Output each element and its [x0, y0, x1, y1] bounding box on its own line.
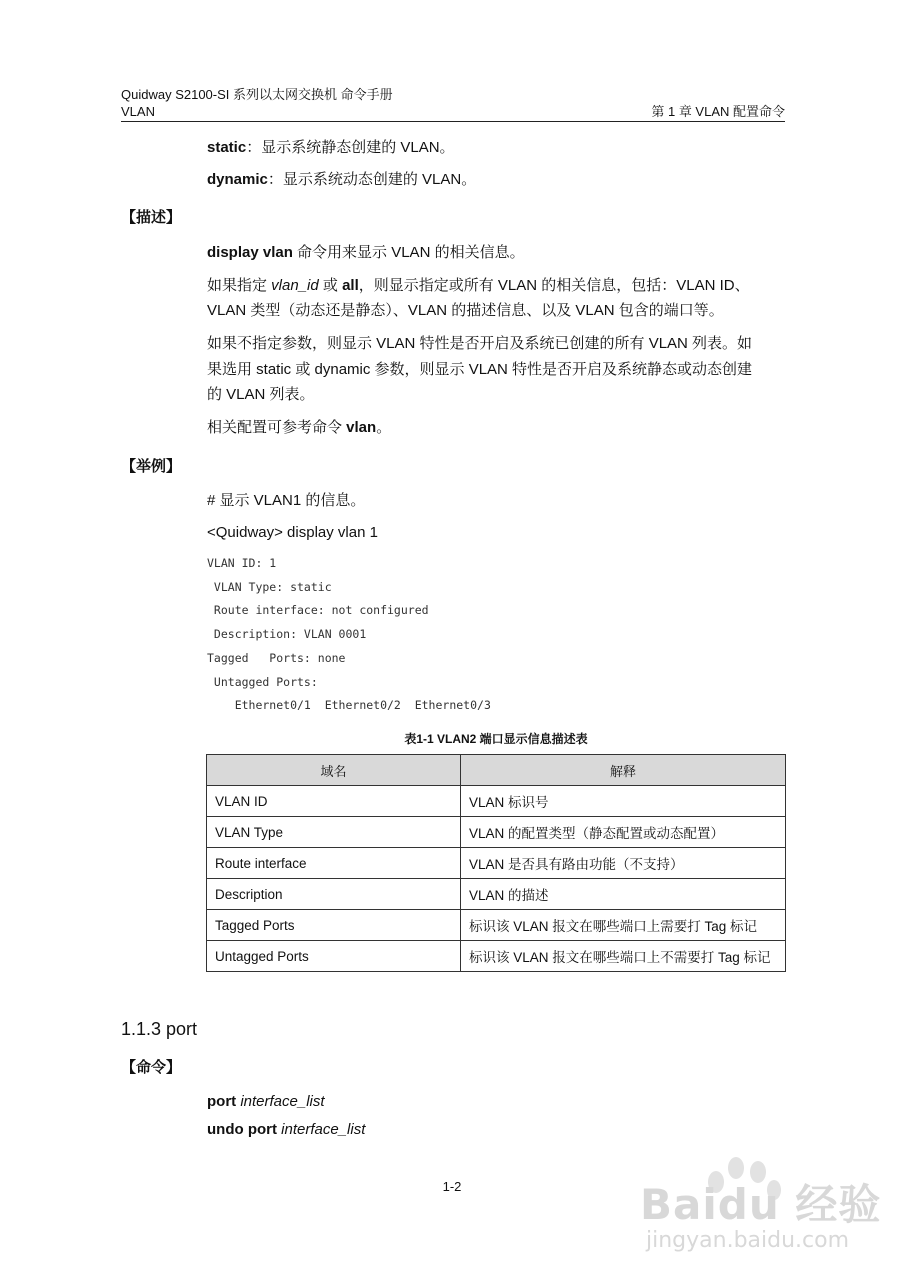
vlan-field-table [206, 754, 786, 972]
header-section: VLAN [121, 104, 155, 119]
table-cell: VLAN 标识号 [461, 786, 786, 817]
section-title-port: 1.1.3 port [121, 1019, 198, 1039]
description-p4-cmd: vlan [346, 419, 377, 436]
description-p3-line2: 果选用 static 或 dynamic 参数，则显示 VLAN 特性是否开启及系统静态或动态创建 [207, 361, 753, 378]
param-dynamic-desc: ：显示系统动态创建的 VLAN。 [267, 171, 477, 188]
description-p4-b: 。 [376, 419, 392, 436]
table-cell: Description [207, 879, 461, 910]
header-chapter: 第 1 章 VLAN 配置命令 [651, 104, 785, 119]
command-port [207, 1092, 325, 1112]
command-undo-port [207, 1120, 365, 1140]
table-header-row [207, 755, 786, 786]
description-p3-line3: 的 VLAN 列表。 [207, 386, 315, 403]
description-p4 [207, 418, 391, 438]
param-dynamic [207, 170, 476, 190]
description-p2-c: ，则显示指定或所有 VLAN 的相关信息，包括：VLAN ID、 [358, 277, 750, 294]
table-row [207, 910, 786, 941]
table-cell: Untagged Ports [207, 941, 461, 972]
table-cell: Tagged Ports [207, 910, 461, 941]
example-comment: # 显示 VLAN1 的信息。 [207, 492, 366, 509]
command-undo-port-arg: interface_list [276, 1121, 366, 1138]
table-cell: VLAN ID [207, 786, 461, 817]
command-port-arg: interface_list [236, 1093, 325, 1110]
description-p1-rest: 命令用来显示 VLAN 的相关信息。 [292, 244, 525, 261]
example-output-line: Route interface: not configured [207, 603, 429, 617]
command-heading: 【命令】 [121, 1059, 182, 1076]
param-static [207, 138, 455, 158]
table-cell: VLAN 的配置类型（静态配置或动态配置） [461, 817, 786, 848]
command-undo-port-keyword: undo port [207, 1121, 277, 1138]
param-static-keyword: static [207, 139, 247, 156]
example-output-line: Untagged Ports: [207, 675, 318, 689]
table-cell: Route interface [207, 848, 461, 879]
table-row [207, 786, 786, 817]
description-heading: 【描述】 [121, 209, 182, 226]
description-p2-line1 [207, 276, 750, 296]
table-row [207, 879, 786, 910]
header-rule [121, 121, 785, 122]
table-cell: VLAN Type [207, 817, 461, 848]
example-output-line: Tagged Ports: none [207, 651, 346, 665]
description-p2-b: 或 [318, 277, 343, 294]
param-static-desc: ：显示系统静态创建的 VLAN。 [246, 139, 455, 156]
page-number: 1-2 [442, 1179, 462, 1194]
example-output-line: VLAN ID: 1 [207, 556, 277, 570]
table-header-cell: 解释 [461, 755, 786, 786]
command-port-keyword: port [207, 1093, 237, 1110]
table-caption: 表1-1 VLAN2 端口显示信息描述表 [404, 732, 588, 746]
description-p2-all: all [342, 277, 359, 294]
watermark-brand: Baidu 经验 [640, 1180, 882, 1229]
table-cell: VLAN 的描述 [461, 879, 786, 910]
example-output-line: VLAN Type: static [207, 580, 332, 594]
example-output-line: Ethernet0/1 Ethernet0/2 Ethernet0/3 [207, 698, 491, 712]
example-command: <Quidway> display vlan 1 [207, 524, 378, 541]
example-output-line: Description: VLAN 0001 [207, 627, 367, 641]
watermark-url: jingyan.baidu.com [646, 1228, 850, 1253]
table-cell: 标识该 VLAN 报文在哪些端口上需要打 Tag 标记 [461, 910, 786, 941]
description-p1 [207, 243, 525, 263]
description-p1-cmd: display vlan [207, 244, 293, 261]
table-header-cell: 域名 [207, 755, 461, 786]
description-p2-vlanid: vlan_id [271, 277, 319, 294]
example-heading: 【举例】 [121, 458, 182, 475]
description-p2-a: 如果指定 [207, 277, 272, 294]
table-row [207, 941, 786, 972]
table-row [207, 848, 786, 879]
description-p2-line2: VLAN 类型（动态还是静态）、VLAN 的描述信息、以及 VLAN 包含的端口等。 [207, 302, 724, 319]
param-dynamic-keyword: dynamic [207, 171, 268, 188]
doc-title: Quidway S2100-SI 系列以太网交换机 命令手册 [121, 87, 393, 102]
table-cell: VLAN 是否具有路由功能（不支持） [461, 848, 786, 879]
description-p3-line1: 如果不指定参数，则显示 VLAN 特性是否开启及系统已创建的所有 VLAN 列表。如 [207, 335, 753, 352]
table-cell: 标识该 VLAN 报文在哪些端口上不需要打 Tag 标记 [461, 941, 786, 972]
table-row [207, 817, 786, 848]
description-p4-a: 相关配置可参考命令 [207, 419, 347, 436]
